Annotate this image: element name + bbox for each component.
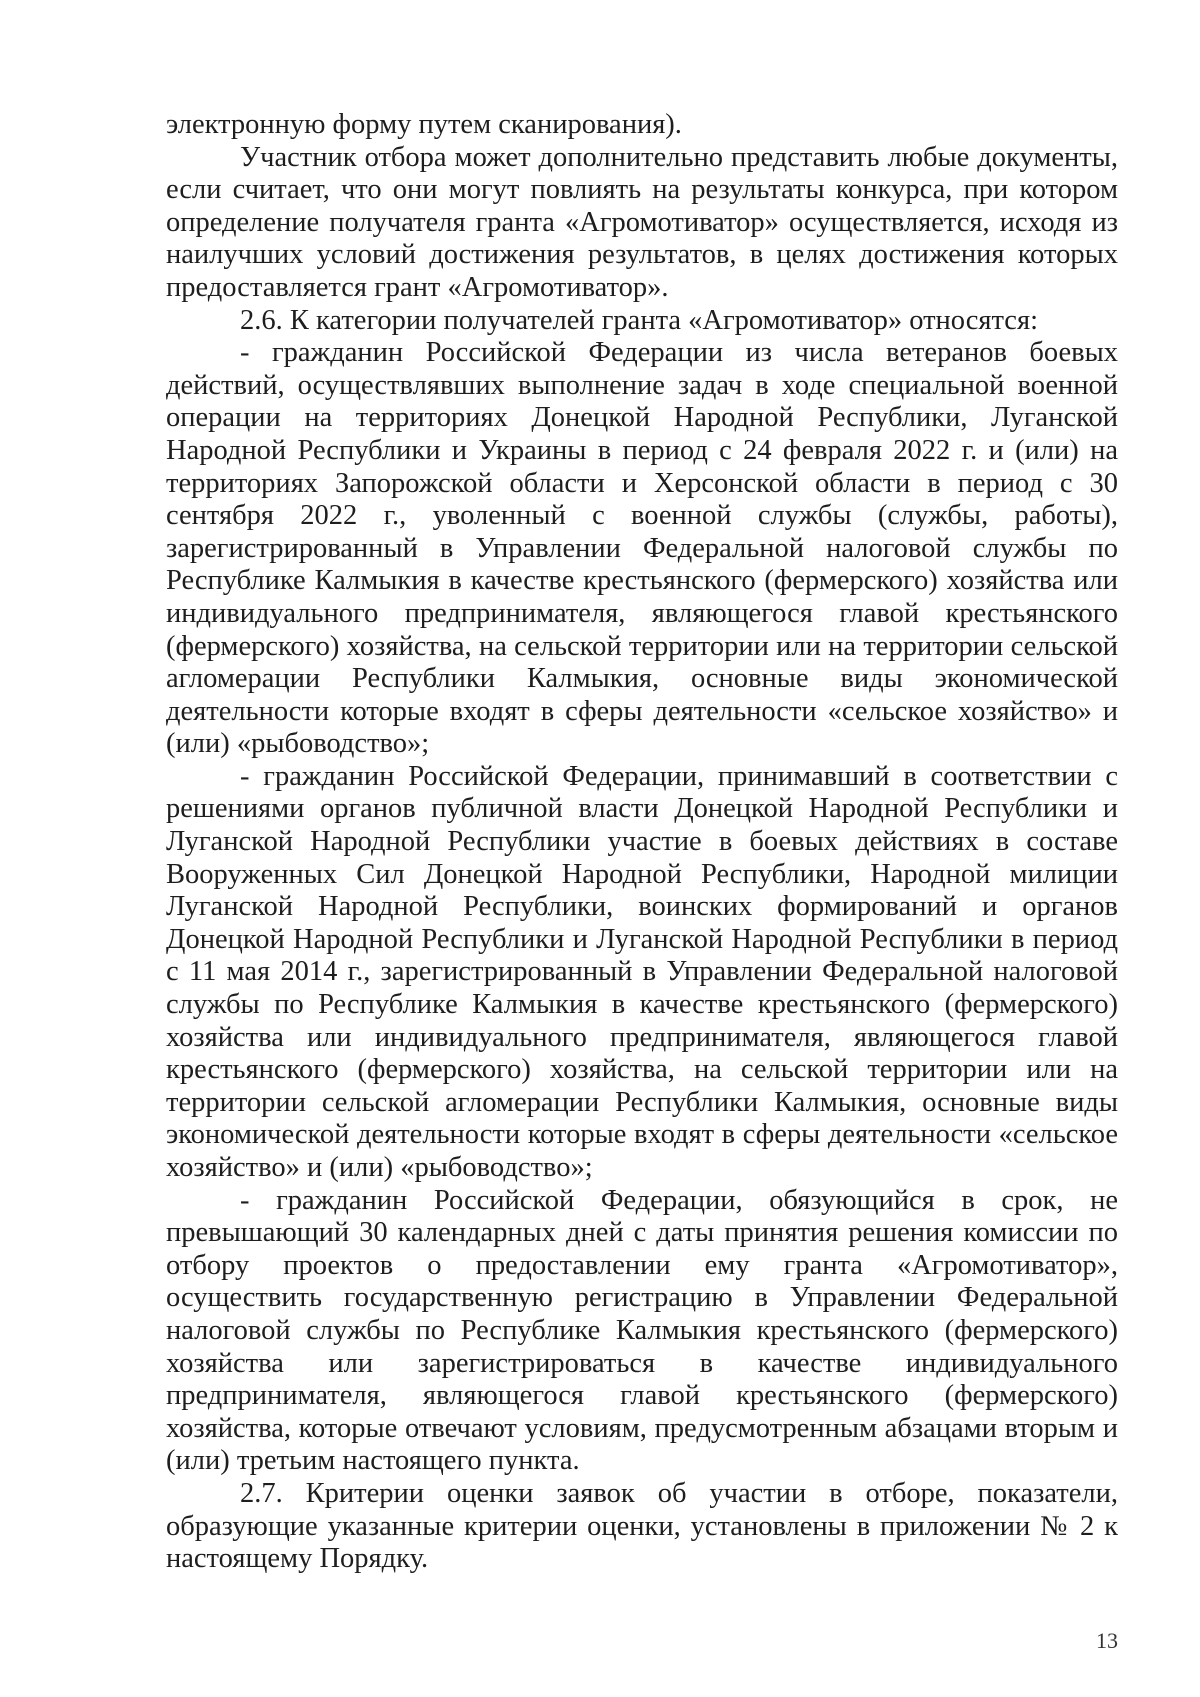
paragraph-category-veterans: - гражданин Российской Федерации из числа ветеранов боевых действий, осуществлявших выполнение задач в ходе специальной военной операции на территориях Донецкой Народной Республики, Луганской Народной Республики и Украины в период с 24 февраля 2022 г. и (или) на территориях Запорожской области и Херсонской области в период с 30 сентября 2022 г., уволенный с военной службы (службы, работы), зарегистрированный в Управлении Федеральной налоговой службы по Республике Калмыкия в качестве крестьянского (фермерского) хозяйства или индивидуального предпринимателя, являющегося главой крестьянского (фермерского) хозяйства, на сельской территории или на территории сельской агломерации Республики Калмыкия, основные виды экономической деятельности которые входят в сферы деятельности «сельское хозяйство» и (или) «рыбоводство»; [166, 337, 1118, 760]
document-body [166, 109, 1118, 1576]
paragraph-additional-documents: Участник отбора может дополнительно представить любые документы, если считает, что они могут повлиять на результаты конкурса, при котором определение получателя гранта «Агромотиватор» осуществляется, исходя из наилучших условий достижения результатов, в целях достижения которых предоставляется грант «Агромотиватор». [166, 141, 1118, 303]
page-number: 13 [1096, 1628, 1118, 1653]
paragraph-section-2-6: 2.6. К категории получателей гранта «Агромотиватор» относятся: [240, 304, 1038, 336]
paragraph-category-registration-obligation: - гражданин Российской Федерации, обязующийся в срок, не превышающий 30 календарных дней с даты принятия решения комиссии по отбору проектов о предоставлении ему гранта «Агромотиватор», осуществить государственную регистрацию в Управлении Федеральной налоговой службы по Республике Калмыкия крестьянского (фермерского) хозяйства или зарегистрироваться в качестве индивидуального предпринимателя, являющегося главой крестьянского (фермерского) хозяйства, которые отвечают условиям, предусмотренным абзацами вторым и (или) третьим настоящего пункта. [166, 1184, 1118, 1477]
paragraph-continuation: электронную форму путем сканирования). [166, 109, 682, 140]
paragraph-category-dnr-lnr-participants: - гражданин Российской Федерации, принимавший в соответствии с решениями органов публичной власти Донецкой Народной Республики и Луганской Народной Республики участие в боевых действиях в составе Вооруженных Сил Донецкой Народной Республики, Народной милиции Луганской Народной Республики, воинских формирований и органов Донецкой Народной Республики и Луганской Народной Республики в период с 11 мая 2014 г., зарегистрированный в Управлении Федеральной налоговой службы по Республике Калмыкия в качестве крестьянского (фермерского) хозяйства или индивидуального предпринимателя, являющегося главой крестьянского (фермерского) хозяйства, на сельской территории или на территории сельской агломерации Республики Калмыкия, основные виды экономической деятельности которые входят в сферы деятельности «сельское хозяйство» и (или) «рыбоводство»; [166, 760, 1118, 1183]
paragraph-section-2-7: 2.7. Критерии оценки заявок об участии в отборе, показатели, образующие указанные критерии оценки, установлены в приложении № 2 к настоящему Порядку. [166, 1477, 1118, 1575]
